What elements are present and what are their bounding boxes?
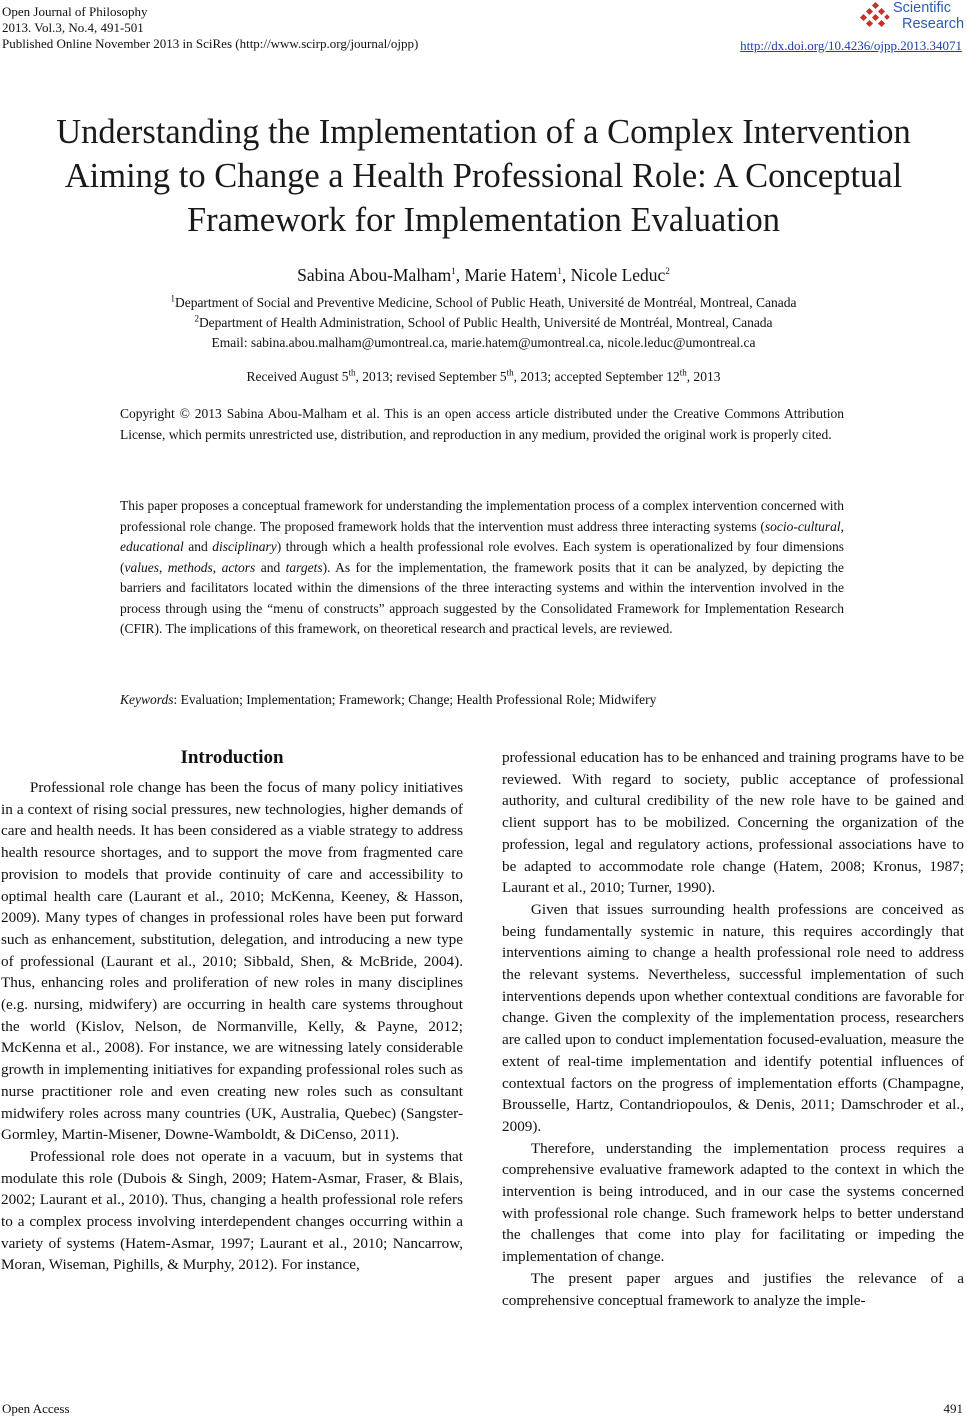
- author-list: Sabina Abou-Malham$^1$, Marie Hatem$^1$, Nicole Leduc$^2$: [297, 265, 670, 285]
- abstract: This paper proposes a conceptual framework for understanding the implementation process of a complex intervention concerned with professional role change. The proposed framework holds that the intervention must address three interacting systems (socio-cultural, educational and disciplinary) through which a health professional role evolves. Each system is operationalized by four dimensions (values, methods, actors and targets). As for the implementation, the framework posits that it can be analyzed, by depicting the barriers and facilitators located within the dimensions of the three interacting systems and within the intervention involved in the process through using the “menu of constructs” approach suggested by the Consolidated Framework for Implementation Research (CFIR). The implications of this framework, on theoretical research and practical levels, are reviewed.: [120, 498, 845, 636]
- journal-volume: 2013. Vol.3, No.4, 491-501: [2, 20, 144, 35]
- received-dates: Received August 5th, 2013; revised September 5th, 2013; accepted September 12th, 2013: [246, 367, 721, 384]
- journal-name: Open Journal of Philosophy: [2, 4, 148, 19]
- paragraph: The present paper argues and justifies the relevance of a comprehensive conceptual framework to analyze the imple-: [502, 1269, 964, 1309]
- journal-header: [2, 4, 418, 52]
- author-emails: Email: sabina.abou.malham@umontreal.ca, marie.hatem@umontreal.ca, nicole.leduc@umontreal.ca: [211, 335, 756, 350]
- affiliation-1: $^1$Department of Social and Preventive Medicine, School of Public Heath, Université de Montréal, Montreal, Canada: [170, 293, 797, 310]
- paragraph: Given that issues surrounding health professions are conceived as being fundamentally systemic in nature, this requires accordingly that interventions aiming to change a health professional role need to address the relevant systems. Nevertheless, successful implementation of such interventions depends upon whether contextual conditions are favorable for change. Given the complexity of the implementation process, researchers are called upon to conduct implementation focused-evaluation, measure the extent of real-time implementation and identify potential influences of contextual factors on the progress of implementation efforts (Champagne, Brousselle, Hartz, Contandriopoulos, & Denis, 2011; Damschroder et al., 2009).: [502, 900, 964, 1135]
- footer-open-access: Open Access: [2, 1401, 70, 1416]
- copyright-notice: Copyright © 2013 Sabina Abou-Malham et al. This is an open access article distributed under the Creative Commons Attribution License, which permits unrestricted use, distribution, and reproduction in any medium, provided the original work is properly cited.: [120, 406, 844, 442]
- body-column-left: [1, 745, 463, 1276]
- keywords: Keywords: Evaluation; Implementation; Framework; Change; Health Professional Role; Midwifery: [120, 692, 657, 707]
- section-heading: Introduction: [180, 747, 284, 768]
- publisher-logo: [859, 0, 963, 34]
- paragraph: professional education has to be enhanced and training programs have to be reviewed. With regard to society, public acceptance of professional authority, and cultural credibility of the new role have to be gained and client support has to be mobilized. Concerning the organization of the profession, legal and regulatory actions, professional associations have to be adapted to accommodate role change (Hatem, 2008; Kronus, 1987; Laurant et al., 2010; Turner, 1990).: [502, 749, 964, 897]
- affiliation-2: $^2$Department of Health Administration, School of Public Health, Université de Montréal, Montreal, Canada: [194, 313, 773, 330]
- doi-link[interactable]: http://dx.doi.org/10.4236/ojpp.2013.34071: [740, 38, 962, 53]
- paragraph: Professional role does not operate in a vacuum, but in systems that modulate this role (Dubois & Singh, 2009; Hatem-Asmar, Fraser, & Blais, 2002; Laurant et al., 2010). Thus, changing a health professional role refers to a complex process involving interdependent changes occurring within a variety of systems (Hatem-Asmar, 1997; Laurant et al., 2010; Nancarrow, Moran, Wiseman, Pighills, & Murphy, 2012). For instance,: [1, 1147, 463, 1274]
- published-line: Published Online November 2013 in SciRes (http://www.scirp.org/journal/ojpp): [2, 36, 419, 51]
- paper-title: Understanding the Implementation of a Complex Intervention Aiming to Change a Health Professional Role: A Conceptual Framework for Implementation Evaluation: [56, 113, 911, 239]
- paragraph: Therefore, understanding the implementation process requires a comprehensive evaluative framework adapted to the context in which the intervention is being introduced, and in our case the systems concerned with professional role change. Such framework helps to better understand the challenges that come into play for facilitating or impeding the implementation of change.: [502, 1139, 964, 1266]
- paragraph: Professional role change has been the focus of many policy initiatives in a context of rising social pressures, new technologies, higher demands of care and health needs. It has been considered as a viable strategy to address health resource shortages, and to support the move from fragmented care provision to models that provide continuity of care and accessibility to optimal health care (Laurant et al., 2010; McKenna, Keeney, & Hasson, 2009). Many types of changes in professional roles have been put forward such as enhancement, substitution, delegation, and introducing a new type of professional (Laurant et al., 2010; Sibbald, Shen, & McBride, 2004). Thus, enhancing roles and proliferation of new roles in many disciplines (e.g. nursing, midwifery) are occurring in health care systems throughout the world (Kislov, Nelson, de Normanville, Kelly, & Payne, 2012; McKenna et al., 2008). For instance, we are witnessing lately considerable growth in implementing initiatives for expanding professional roles such as nurse practitioner role and even creating new roles such as consultant midwifery roles across many countries (UK, Australia, Quebec) (Sangster-Gormley, Martin-Misener, Downe-Wamboldt, & DiCenso, 2011).: [1, 779, 463, 1144]
- page-number: 491: [943, 1401, 963, 1416]
- publisher-logo-icon: [859, 2, 891, 30]
- publisher-logo-text: Scientific Research: [893, 0, 965, 32]
- body-column-right: [502, 747, 964, 1311]
